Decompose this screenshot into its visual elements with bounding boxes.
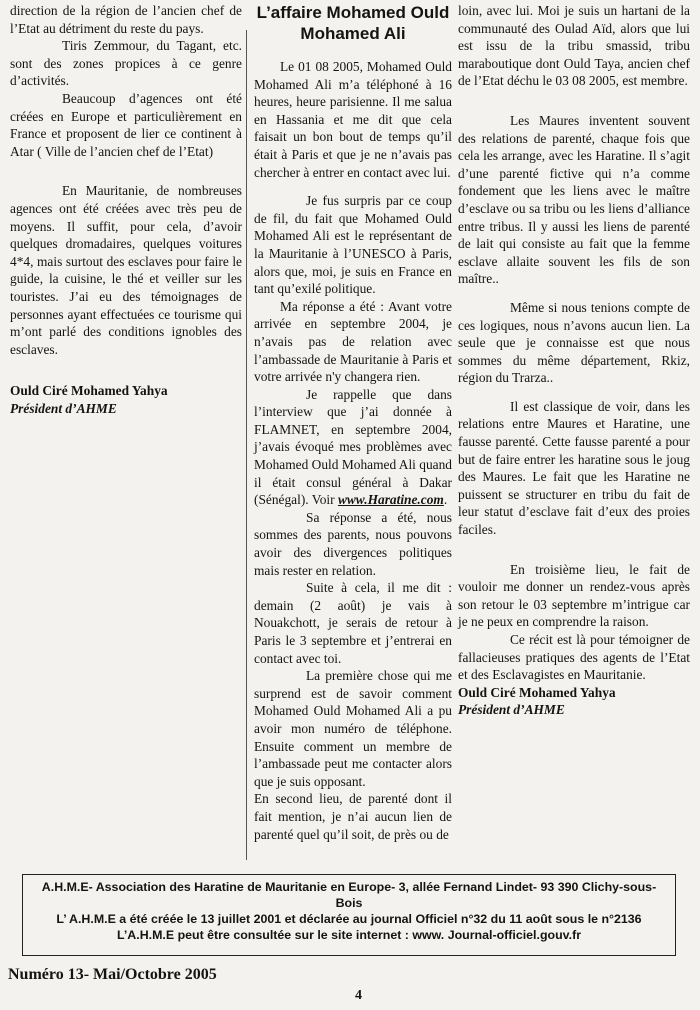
- article-title: L’affaire Mohamed Ould Mohamed Ali: [256, 3, 450, 43]
- website-link[interactable]: www.Haratine.com: [337, 492, 444, 508]
- paragraph-end: .: [443, 492, 448, 508]
- paragraph: direction de la région de l’ancien chef de l’Etat au détriment du reste du pays.: [10, 3, 242, 36]
- association-website: L’A.H.M.E peut être consultée sur le site internet : www. Journal-officiel.gouv.fr: [116, 928, 582, 942]
- paragraph: Le 01 08 2005, Mohamed Ould Mohamed Ali m’a téléphoné à 16 heures, heure parisienne. Il me salua en Hassania et me dit que cela faisait un bon bout de temps qu’il était à Paris et que je ne n’avais pas chercher à entrer en contact avec lui.: [254, 59, 452, 180]
- paragraph: Je fus surpris par ce coup de fil, du fait que Mohamed Ould Mohamed Ali est le représentant de la Mauritanie à l’UNESCO à Paris, alors que, moi, je suis en France en tant qu’exilé politique.: [254, 193, 452, 297]
- paragraph: loin, avec lui. Moi je suis un hartani de la communauté des Oulad Aïd, alors que lui est issu de la tribu smassid, tribu maraboutique dont Ould Taya, ancien chef de l’Etat déchu le 03 08 2005, est membre.: [458, 3, 690, 89]
- column-divider: [246, 30, 247, 860]
- paragraph-text: Je rappelle que dans l’interview que j’ai donnée à FLAMNET, en septembre 2004, j’avais évoqué mes problèmes avec Mohamed Ould Mohamed Ali quand il était consul général à Dakar (Sénégal). Voir: [254, 386, 452, 508]
- paragraph: Ma réponse a été : Avant votre arrivée en septembre 2004, je n’avais pas de relation avec l’ambassade de Mauritanie à Paris et votre arrivée n'y changera rien.: [254, 298, 452, 385]
- paragraph: Même si nous tenions compte de ces logiques, nous n’avons aucun lien. La seule que je connaisse est que nous sommes du même département, Rkiz, région du Trarza..: [458, 299, 690, 386]
- middle-column: [254, 2, 452, 843]
- issue-number: Numéro 13- Mai/Octobre 2005: [8, 966, 217, 983]
- signature-role: Président d’AHME: [458, 702, 565, 718]
- signature-name: Ould Ciré Mohamed Yahya: [458, 684, 616, 700]
- right-column: [458, 2, 690, 719]
- paragraph: Sa réponse a été, nous sommes des parents, nous pouvons avoir des divergences politiques mais rester en relation.: [254, 509, 452, 578]
- paragraph: Beaucoup d’agences ont été créées en Europe et particulièrement en France et proposent de lier ce continent à Atar ( Ville de l’ancien chef de l’Etat): [10, 90, 242, 159]
- paragraph: [254, 386, 452, 509]
- signature-name: Ould Ciré Mohamed Yahya: [10, 383, 168, 399]
- page-number: 4: [355, 988, 362, 1003]
- paragraph: En second lieu, de parenté dont il fait mention, je n’ai aucun lien de parenté quel qu’il soit, de près ou de: [254, 791, 452, 842]
- paragraph: La première chose qui me surprend est de savoir comment Mohamed Ould Mohamed Ali a pu avoir mon numéro de téléphone. Ensuite comment un membre de l’ambassade peut me contacter alors que je suis opposant.: [254, 668, 452, 789]
- signature-role: Président d’AHME: [10, 400, 117, 416]
- paragraph: Les Maures inventent souvent des relations de parenté, chaque fois que cela les arrange, avec les Haratine. Il s’agit d’une parenté fictive qui n’a comme fondement que les liens avec le maître d’esclave ou sa tribu ou les liens d’alliance entre tribus. Il y aussi les liens de parenté de lait qui consiste au fait que la femme esclave allaite souvent les fils de son maître..: [458, 112, 690, 287]
- association-registration: L’ A.H.M.E a été créée le 13 juillet 2001 et déclarée au journal Officiel n°32 du 11 août sous le n°2136: [56, 912, 642, 926]
- association-info-box: [22, 874, 676, 956]
- paragraph: Ce récit est là pour témoigner de fallacieuses pratiques des agents de l’Etat et des Esclavagistes en Mauritanie.: [458, 632, 690, 683]
- left-column: [10, 2, 242, 417]
- association-address: A.H.M.E- Association des Haratine de Mauritanie en Europe- 3, allée Fernand Lindet- 93 390 Clichy-sous-Bois: [41, 880, 657, 910]
- paragraph: En Mauritanie, de nombreuses agences ont été créées avec très peu de moyens. Il suffit, pour cela, d’avoir quelques dromadaires, quelques voitures 4*4, mais surtout des esclaves pour faire le guide, la cuisine, le thé et veiller sur les touristes. J’ai eu des témoignages de personnes ayant effectuées ce tourisme qui m’ont parlé des conditions ignobles des esclaves.: [10, 183, 242, 357]
- paragraph: Tiris Zemmour, du Tagant, etc. sont des zones propices à ce genre d’activités.: [10, 38, 242, 89]
- paragraph: En troisième lieu, le fait de vouloir me donner un rendez-vous après son retour le 03 septembre m’intrigue car je ne peux en comprendre la raison.: [458, 561, 690, 630]
- paragraph: Il est classique de voir, dans les relations entre Maures et Haratine, une fausse parenté. Cette fausse parenté a pour but de faire entrer les haratine sous le joug des Maures. Le fait que les Haratine ne puissent se structurer en tribu du fait de leur statut d’esclave fait d’eux des proies faciles.: [458, 398, 690, 538]
- paragraph: Suite à cela, il me dit : demain (2 août) je vais à Nouakchott, je serais de retour à Paris le 3 septembre et j’entrerai en contact avec toi.: [254, 580, 452, 666]
